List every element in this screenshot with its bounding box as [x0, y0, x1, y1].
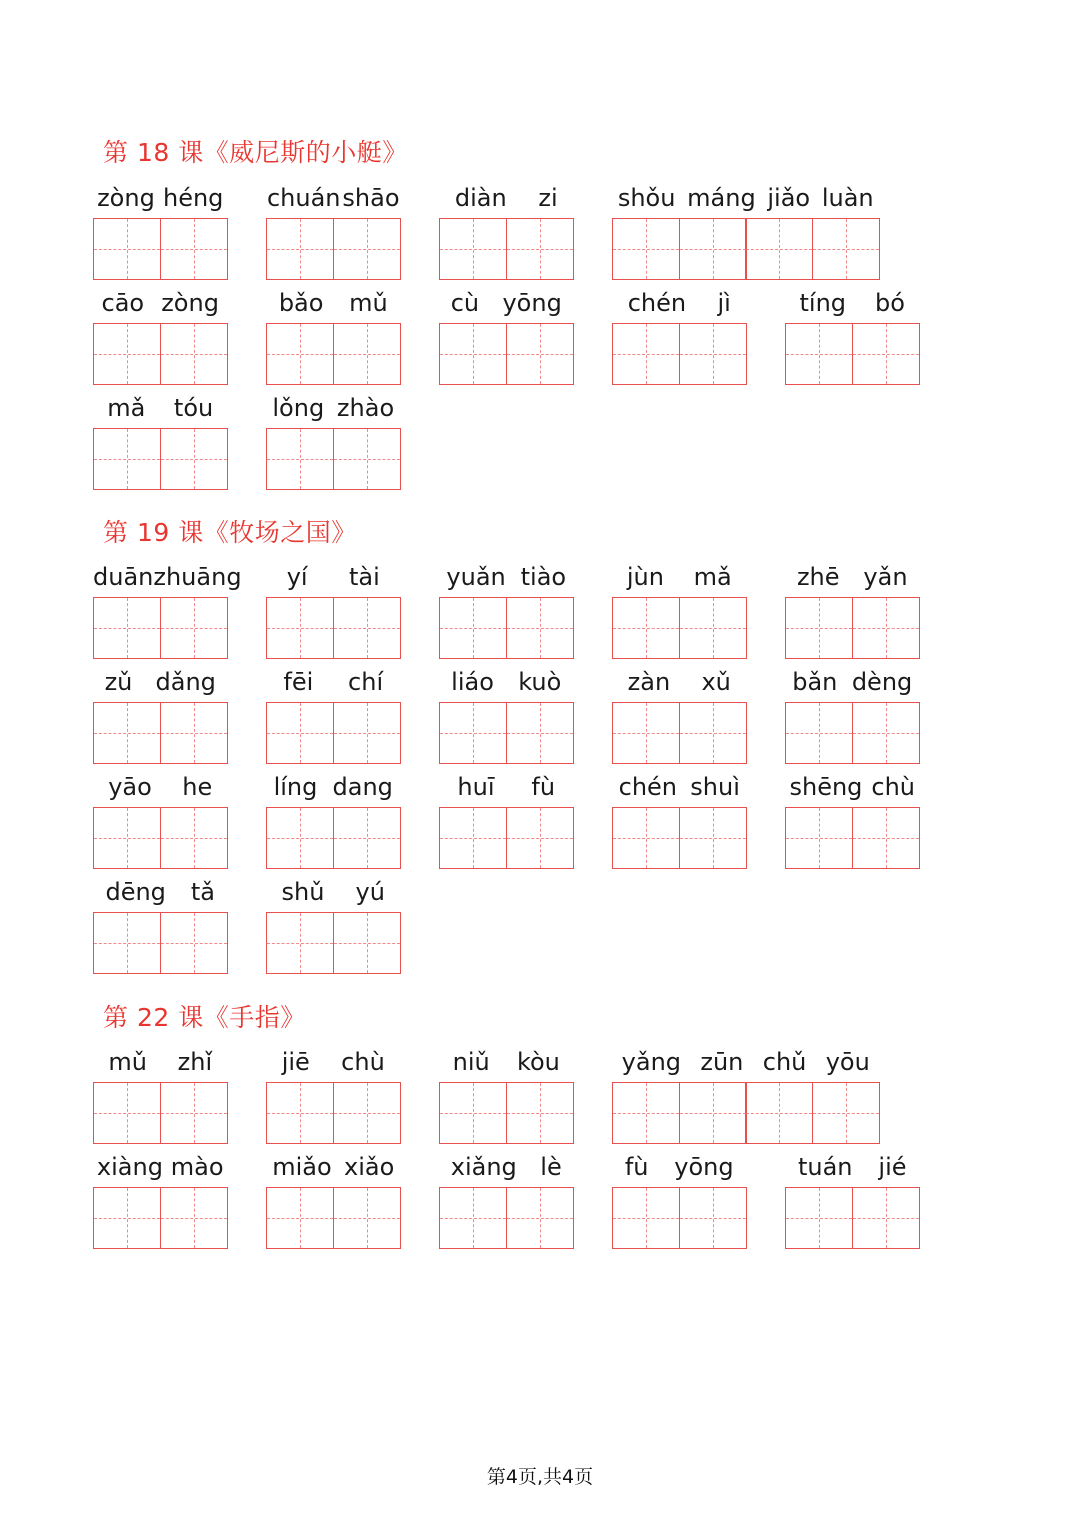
pinyin-syllable: yuǎn — [446, 563, 506, 591]
tian-zi-ge-cell[interactable] — [266, 912, 334, 974]
pinyin-row — [266, 872, 401, 906]
pinyin-syllable: jiǎo — [767, 184, 811, 212]
tian-zi-ge-cell[interactable] — [160, 702, 228, 764]
pinyin-row — [93, 872, 228, 906]
tian-zi-ge-cell[interactable] — [506, 218, 574, 280]
pinyin-syllable: kòu — [516, 1048, 560, 1076]
tian-zi-ge-cell[interactable] — [679, 702, 747, 764]
pinyin-row — [439, 767, 574, 801]
pinyin-row — [439, 283, 574, 317]
tian-zi-ge-cell[interactable] — [266, 702, 334, 764]
word-item — [266, 388, 401, 422]
word-item — [612, 662, 747, 696]
pinyin-syllable: zhuāng — [153, 563, 242, 591]
section-title-lesson-22: 第 22 课《手指》 — [103, 1003, 306, 1032]
word-item — [93, 1147, 228, 1181]
pinyin-syllable: zhào — [336, 394, 395, 422]
word-item — [266, 178, 401, 212]
writing-grid — [93, 807, 226, 869]
tian-zi-ge-cell[interactable] — [679, 218, 747, 280]
tian-zi-ge-cell[interactable] — [852, 807, 920, 869]
pinyin-syllable: chǔ — [762, 1048, 807, 1076]
pinyin-row — [612, 1147, 747, 1181]
pinyin-row — [439, 1042, 574, 1076]
pinyin-syllable: jì — [717, 289, 731, 317]
pinyin-syllable: fù — [531, 773, 556, 801]
word-item — [266, 1042, 401, 1076]
pinyin-syllable: zǔ — [104, 668, 133, 696]
tian-zi-ge-cell[interactable] — [93, 1082, 161, 1144]
tian-zi-ge-cell[interactable] — [160, 218, 228, 280]
pinyin-syllable: kuò — [518, 668, 562, 696]
pinyin-syllable: fēi — [283, 668, 314, 696]
writing-grid — [93, 1187, 226, 1249]
pinyin-syllable: shǔ — [281, 878, 325, 906]
tian-zi-ge-cell[interactable] — [93, 597, 161, 659]
writing-grid — [439, 218, 572, 280]
writing-grid — [612, 1187, 745, 1249]
pinyin-row — [612, 557, 747, 591]
pinyin-syllable: shēng — [789, 773, 863, 801]
word-item — [266, 557, 401, 591]
pinyin-syllable: chù — [871, 773, 916, 801]
tian-zi-ge-cell[interactable] — [93, 428, 161, 490]
writing-grid — [93, 323, 226, 385]
pinyin-syllable: tuán — [797, 1153, 853, 1181]
writing-grid — [439, 702, 572, 764]
tian-zi-ge-cell[interactable] — [333, 912, 401, 974]
word-item — [439, 178, 574, 212]
pinyin-syllable: xiǎo — [344, 1153, 395, 1181]
writing-grid — [93, 912, 226, 974]
pinyin-syllable: dang — [332, 773, 393, 801]
pinyin-syllable: xiǎng — [450, 1153, 517, 1181]
tian-zi-ge-cell[interactable] — [612, 323, 680, 385]
writing-grid — [93, 702, 226, 764]
pinyin-syllable: lè — [540, 1153, 562, 1181]
pinyin-row — [266, 557, 401, 591]
pinyin-syllable: zi — [538, 184, 558, 212]
writing-grid — [785, 807, 918, 869]
pinyin-row — [93, 1147, 228, 1181]
pinyin-syllable: jié — [878, 1153, 907, 1181]
pinyin-syllable: tiào — [520, 563, 567, 591]
pinyin-syllable: shǒu — [617, 184, 676, 212]
pinyin-syllable: zūn — [700, 1048, 744, 1076]
pinyin-row — [785, 1147, 920, 1181]
pinyin-syllable: luàn — [821, 184, 874, 212]
pinyin-row — [93, 388, 228, 422]
pinyin-syllable: máng — [687, 184, 756, 212]
word-item — [93, 767, 228, 801]
pinyin-row — [439, 1147, 574, 1181]
tian-zi-ge-cell[interactable] — [266, 597, 334, 659]
tian-zi-ge-cell[interactable] — [612, 597, 680, 659]
tian-zi-ge-cell[interactable] — [439, 807, 507, 869]
pinyin-syllable: chén — [627, 289, 687, 317]
tian-zi-ge-cell[interactable] — [93, 1187, 161, 1249]
pinyin-syllable: shuì — [690, 773, 740, 801]
word-item — [439, 767, 574, 801]
tian-zi-ge-cell[interactable] — [506, 702, 574, 764]
pinyin-syllable: yú — [355, 878, 385, 906]
writing-grid — [785, 597, 918, 659]
tian-zi-ge-cell[interactable] — [333, 702, 401, 764]
word-item — [93, 662, 228, 696]
word-item — [439, 1147, 574, 1181]
pinyin-syllable: mǔ — [349, 289, 388, 317]
tian-zi-ge-cell[interactable] — [506, 1187, 574, 1249]
pinyin-syllable: niǔ — [452, 1048, 490, 1076]
pinyin-syllable: chí — [348, 668, 384, 696]
pinyin-syllable: dǎng — [155, 668, 216, 696]
pinyin-syllable: miǎo — [272, 1153, 332, 1181]
tian-zi-ge-cell[interactable] — [852, 702, 920, 764]
pinyin-row — [266, 388, 401, 422]
tian-zi-ge-cell[interactable] — [93, 912, 161, 974]
pinyin-syllable: xǔ — [701, 668, 731, 696]
tian-zi-ge-cell[interactable] — [612, 218, 680, 280]
word-item — [266, 767, 401, 801]
pinyin-row — [93, 662, 228, 696]
tian-zi-ge-cell[interactable] — [852, 597, 920, 659]
pinyin-syllable: diàn — [454, 184, 507, 212]
pinyin-row — [612, 178, 880, 212]
pinyin-row — [266, 178, 401, 212]
tian-zi-ge-cell[interactable] — [785, 323, 853, 385]
word-item — [93, 388, 228, 422]
word-item — [785, 662, 920, 696]
word-item — [785, 283, 920, 317]
writing-grid — [93, 1082, 226, 1144]
writing-grid — [612, 1082, 878, 1144]
pinyin-row — [266, 662, 401, 696]
pinyin-syllable: dēng — [105, 878, 166, 906]
writing-grid — [612, 702, 745, 764]
pinyin-row — [439, 662, 574, 696]
tian-zi-ge-cell[interactable] — [852, 323, 920, 385]
pinyin-syllable: fù — [624, 1153, 649, 1181]
pinyin-syllable: he — [182, 773, 213, 801]
writing-grid — [439, 597, 572, 659]
writing-grid — [266, 807, 399, 869]
tian-zi-ge-cell[interactable] — [439, 218, 507, 280]
pinyin-syllable: bó — [875, 289, 905, 317]
tian-zi-ge-cell[interactable] — [679, 1082, 747, 1144]
pinyin-row — [93, 283, 228, 317]
pinyin-syllable: mào — [170, 1153, 224, 1181]
pinyin-syllable: cù — [450, 289, 480, 317]
writing-grid — [439, 323, 572, 385]
pinyin-syllable: zhǐ — [177, 1048, 213, 1076]
tian-zi-ge-cell[interactable] — [160, 597, 228, 659]
writing-grid — [266, 1082, 399, 1144]
word-item — [266, 283, 401, 317]
writing-grid — [612, 323, 745, 385]
tian-zi-ge-cell[interactable] — [812, 1082, 880, 1144]
pinyin-syllable: bǎo — [278, 289, 324, 317]
section-title-lesson-19: 第 19 课《牧场之国》 — [103, 518, 357, 547]
pinyin-syllable: tóu — [173, 394, 214, 422]
pinyin-syllable: héng — [162, 184, 224, 212]
writing-grid — [785, 323, 918, 385]
pinyin-row — [612, 662, 747, 696]
pinyin-syllable: duān — [93, 563, 154, 591]
pinyin-syllable: chù — [341, 1048, 385, 1076]
tian-zi-ge-cell[interactable] — [612, 1187, 680, 1249]
writing-grid — [266, 1187, 399, 1249]
writing-grid — [266, 323, 399, 385]
tian-zi-ge-cell[interactable] — [612, 1082, 680, 1144]
writing-grid — [266, 912, 399, 974]
pinyin-row — [93, 767, 228, 801]
pinyin-row — [266, 767, 401, 801]
tian-zi-ge-cell[interactable] — [506, 1082, 574, 1144]
tian-zi-ge-cell[interactable] — [333, 807, 401, 869]
pinyin-row — [439, 557, 574, 591]
tian-zi-ge-cell[interactable] — [785, 1187, 853, 1249]
tian-zi-ge-cell[interactable] — [852, 1187, 920, 1249]
tian-zi-ge-cell[interactable] — [612, 807, 680, 869]
pinyin-syllable: mǎ — [693, 563, 732, 591]
tian-zi-ge-cell[interactable] — [439, 597, 507, 659]
tian-zi-ge-cell[interactable] — [266, 323, 334, 385]
writing-grid — [439, 807, 572, 869]
pinyin-syllable: mǔ — [108, 1048, 147, 1076]
tian-zi-ge-cell[interactable] — [679, 597, 747, 659]
tian-zi-ge-cell[interactable] — [612, 702, 680, 764]
writing-grid — [785, 1187, 918, 1249]
writing-grid — [266, 428, 399, 490]
tian-zi-ge-cell[interactable] — [439, 1187, 507, 1249]
pinyin-row — [439, 178, 574, 212]
tian-zi-ge-cell[interactable] — [679, 807, 747, 869]
word-item — [785, 1147, 920, 1181]
pinyin-syllable: chuán — [266, 184, 341, 212]
tian-zi-ge-cell[interactable] — [333, 323, 401, 385]
word-item — [93, 1042, 228, 1076]
pinyin-row — [266, 1042, 401, 1076]
pinyin-syllable: yōng — [674, 1153, 734, 1181]
tian-zi-ge-cell[interactable] — [506, 597, 574, 659]
word-item — [266, 1147, 401, 1181]
pinyin-syllable: zòng — [97, 184, 155, 212]
tian-zi-ge-cell[interactable] — [160, 1187, 228, 1249]
pinyin-row — [785, 283, 920, 317]
writing-grid — [93, 597, 226, 659]
word-item — [439, 1042, 574, 1076]
pinyin-syllable: liáo — [451, 668, 494, 696]
word-item — [93, 178, 228, 212]
writing-grid — [785, 702, 918, 764]
writing-grid — [439, 1187, 572, 1249]
pinyin-syllable: chén — [618, 773, 678, 801]
pinyin-syllable: yāo — [108, 773, 152, 801]
tian-zi-ge-cell[interactable] — [745, 218, 813, 280]
pinyin-syllable: bǎn — [792, 668, 838, 696]
tian-zi-ge-cell[interactable] — [93, 702, 161, 764]
word-item — [266, 872, 401, 906]
pinyin-syllable: jùn — [626, 563, 664, 591]
word-item — [93, 283, 228, 317]
pinyin-row — [612, 283, 747, 317]
word-item — [439, 283, 574, 317]
pinyin-row — [612, 1042, 880, 1076]
pinyin-syllable: yǎn — [863, 563, 908, 591]
tian-zi-ge-cell[interactable] — [506, 323, 574, 385]
pinyin-row — [785, 557, 920, 591]
pinyin-syllable: tíng — [799, 289, 847, 317]
pinyin-syllable: yí — [286, 563, 308, 591]
pinyin-syllable: yōng — [502, 289, 562, 317]
pinyin-syllable: zhē — [796, 563, 840, 591]
word-item — [266, 662, 401, 696]
pinyin-syllable: yōu — [825, 1048, 870, 1076]
tian-zi-ge-cell[interactable] — [439, 702, 507, 764]
word-item — [93, 872, 228, 906]
pinyin-row — [785, 767, 920, 801]
tian-zi-ge-cell[interactable] — [439, 323, 507, 385]
tian-zi-ge-cell[interactable] — [266, 1082, 334, 1144]
pinyin-syllable: zòng — [161, 289, 219, 317]
writing-grid — [93, 218, 226, 280]
pinyin-syllable: tài — [348, 563, 380, 591]
writing-grid — [612, 597, 745, 659]
tian-zi-ge-cell[interactable] — [160, 428, 228, 490]
tian-zi-ge-cell[interactable] — [785, 597, 853, 659]
tian-zi-ge-cell[interactable] — [160, 323, 228, 385]
writing-grid — [439, 1082, 572, 1144]
tian-zi-ge-cell[interactable] — [333, 218, 401, 280]
tian-zi-ge-cell[interactable] — [93, 323, 161, 385]
writing-grid — [612, 807, 745, 869]
word-item — [439, 662, 574, 696]
tian-zi-ge-cell[interactable] — [93, 807, 161, 869]
writing-grid — [266, 597, 399, 659]
word-item — [439, 557, 574, 591]
word-item — [612, 283, 747, 317]
tian-zi-ge-cell[interactable] — [160, 912, 228, 974]
tian-zi-ge-cell[interactable] — [160, 1082, 228, 1144]
pinyin-syllable: jiē — [281, 1048, 310, 1076]
tian-zi-ge-cell[interactable] — [333, 597, 401, 659]
tian-zi-ge-cell[interactable] — [812, 218, 880, 280]
tian-zi-ge-cell[interactable] — [160, 807, 228, 869]
page-footer: 第4页,共4页 — [486, 1466, 594, 1488]
pinyin-syllable: xiàng — [96, 1153, 163, 1181]
tian-zi-ge-cell[interactable] — [679, 323, 747, 385]
word-item — [785, 557, 920, 591]
pinyin-row — [266, 1147, 401, 1181]
pinyin-row — [266, 283, 401, 317]
pinyin-syllable: cāo — [101, 289, 145, 317]
tian-zi-ge-cell[interactable] — [266, 218, 334, 280]
tian-zi-ge-cell[interactable] — [266, 1187, 334, 1249]
tian-zi-ge-cell[interactable] — [333, 1082, 401, 1144]
pinyin-syllable: líng — [273, 773, 318, 801]
section-title-lesson-18: 第 18 课《威尼斯的小艇》 — [103, 138, 408, 167]
pinyin-syllable: zàn — [627, 668, 671, 696]
tian-zi-ge-cell[interactable] — [333, 1187, 401, 1249]
tian-zi-ge-cell[interactable] — [93, 218, 161, 280]
pinyin-syllable: tǎ — [190, 878, 215, 906]
tian-zi-ge-cell[interactable] — [266, 807, 334, 869]
word-item — [612, 1042, 880, 1076]
word-item — [612, 557, 747, 591]
tian-zi-ge-cell[interactable] — [333, 428, 401, 490]
writing-grid — [612, 218, 878, 280]
pinyin-syllable: dèng — [851, 668, 913, 696]
tian-zi-ge-cell[interactable] — [679, 1187, 747, 1249]
pinyin-syllable: yǎng — [621, 1048, 682, 1076]
pinyin-row — [785, 662, 920, 696]
pinyin-syllable: lǒng — [272, 394, 325, 422]
tian-zi-ge-cell[interactable] — [506, 807, 574, 869]
tian-zi-ge-cell[interactable] — [266, 428, 334, 490]
pinyin-syllable: mǎ — [107, 394, 146, 422]
writing-grid — [93, 428, 226, 490]
word-item — [612, 767, 747, 801]
pinyin-row — [612, 767, 747, 801]
tian-zi-ge-cell[interactable] — [439, 1082, 507, 1144]
pinyin-row — [93, 178, 228, 212]
word-item — [785, 767, 920, 801]
tian-zi-ge-cell[interactable] — [785, 702, 853, 764]
tian-zi-ge-cell[interactable] — [785, 807, 853, 869]
pinyin-row — [93, 1042, 228, 1076]
word-item — [612, 1147, 747, 1181]
writing-grid — [266, 702, 399, 764]
tian-zi-ge-cell[interactable] — [745, 1082, 813, 1144]
pinyin-syllable: huī — [457, 773, 495, 801]
pinyin-row — [93, 557, 242, 591]
word-item — [93, 557, 242, 591]
pinyin-syllable: shāo — [342, 184, 400, 212]
writing-grid — [266, 218, 399, 280]
word-item — [612, 178, 880, 212]
